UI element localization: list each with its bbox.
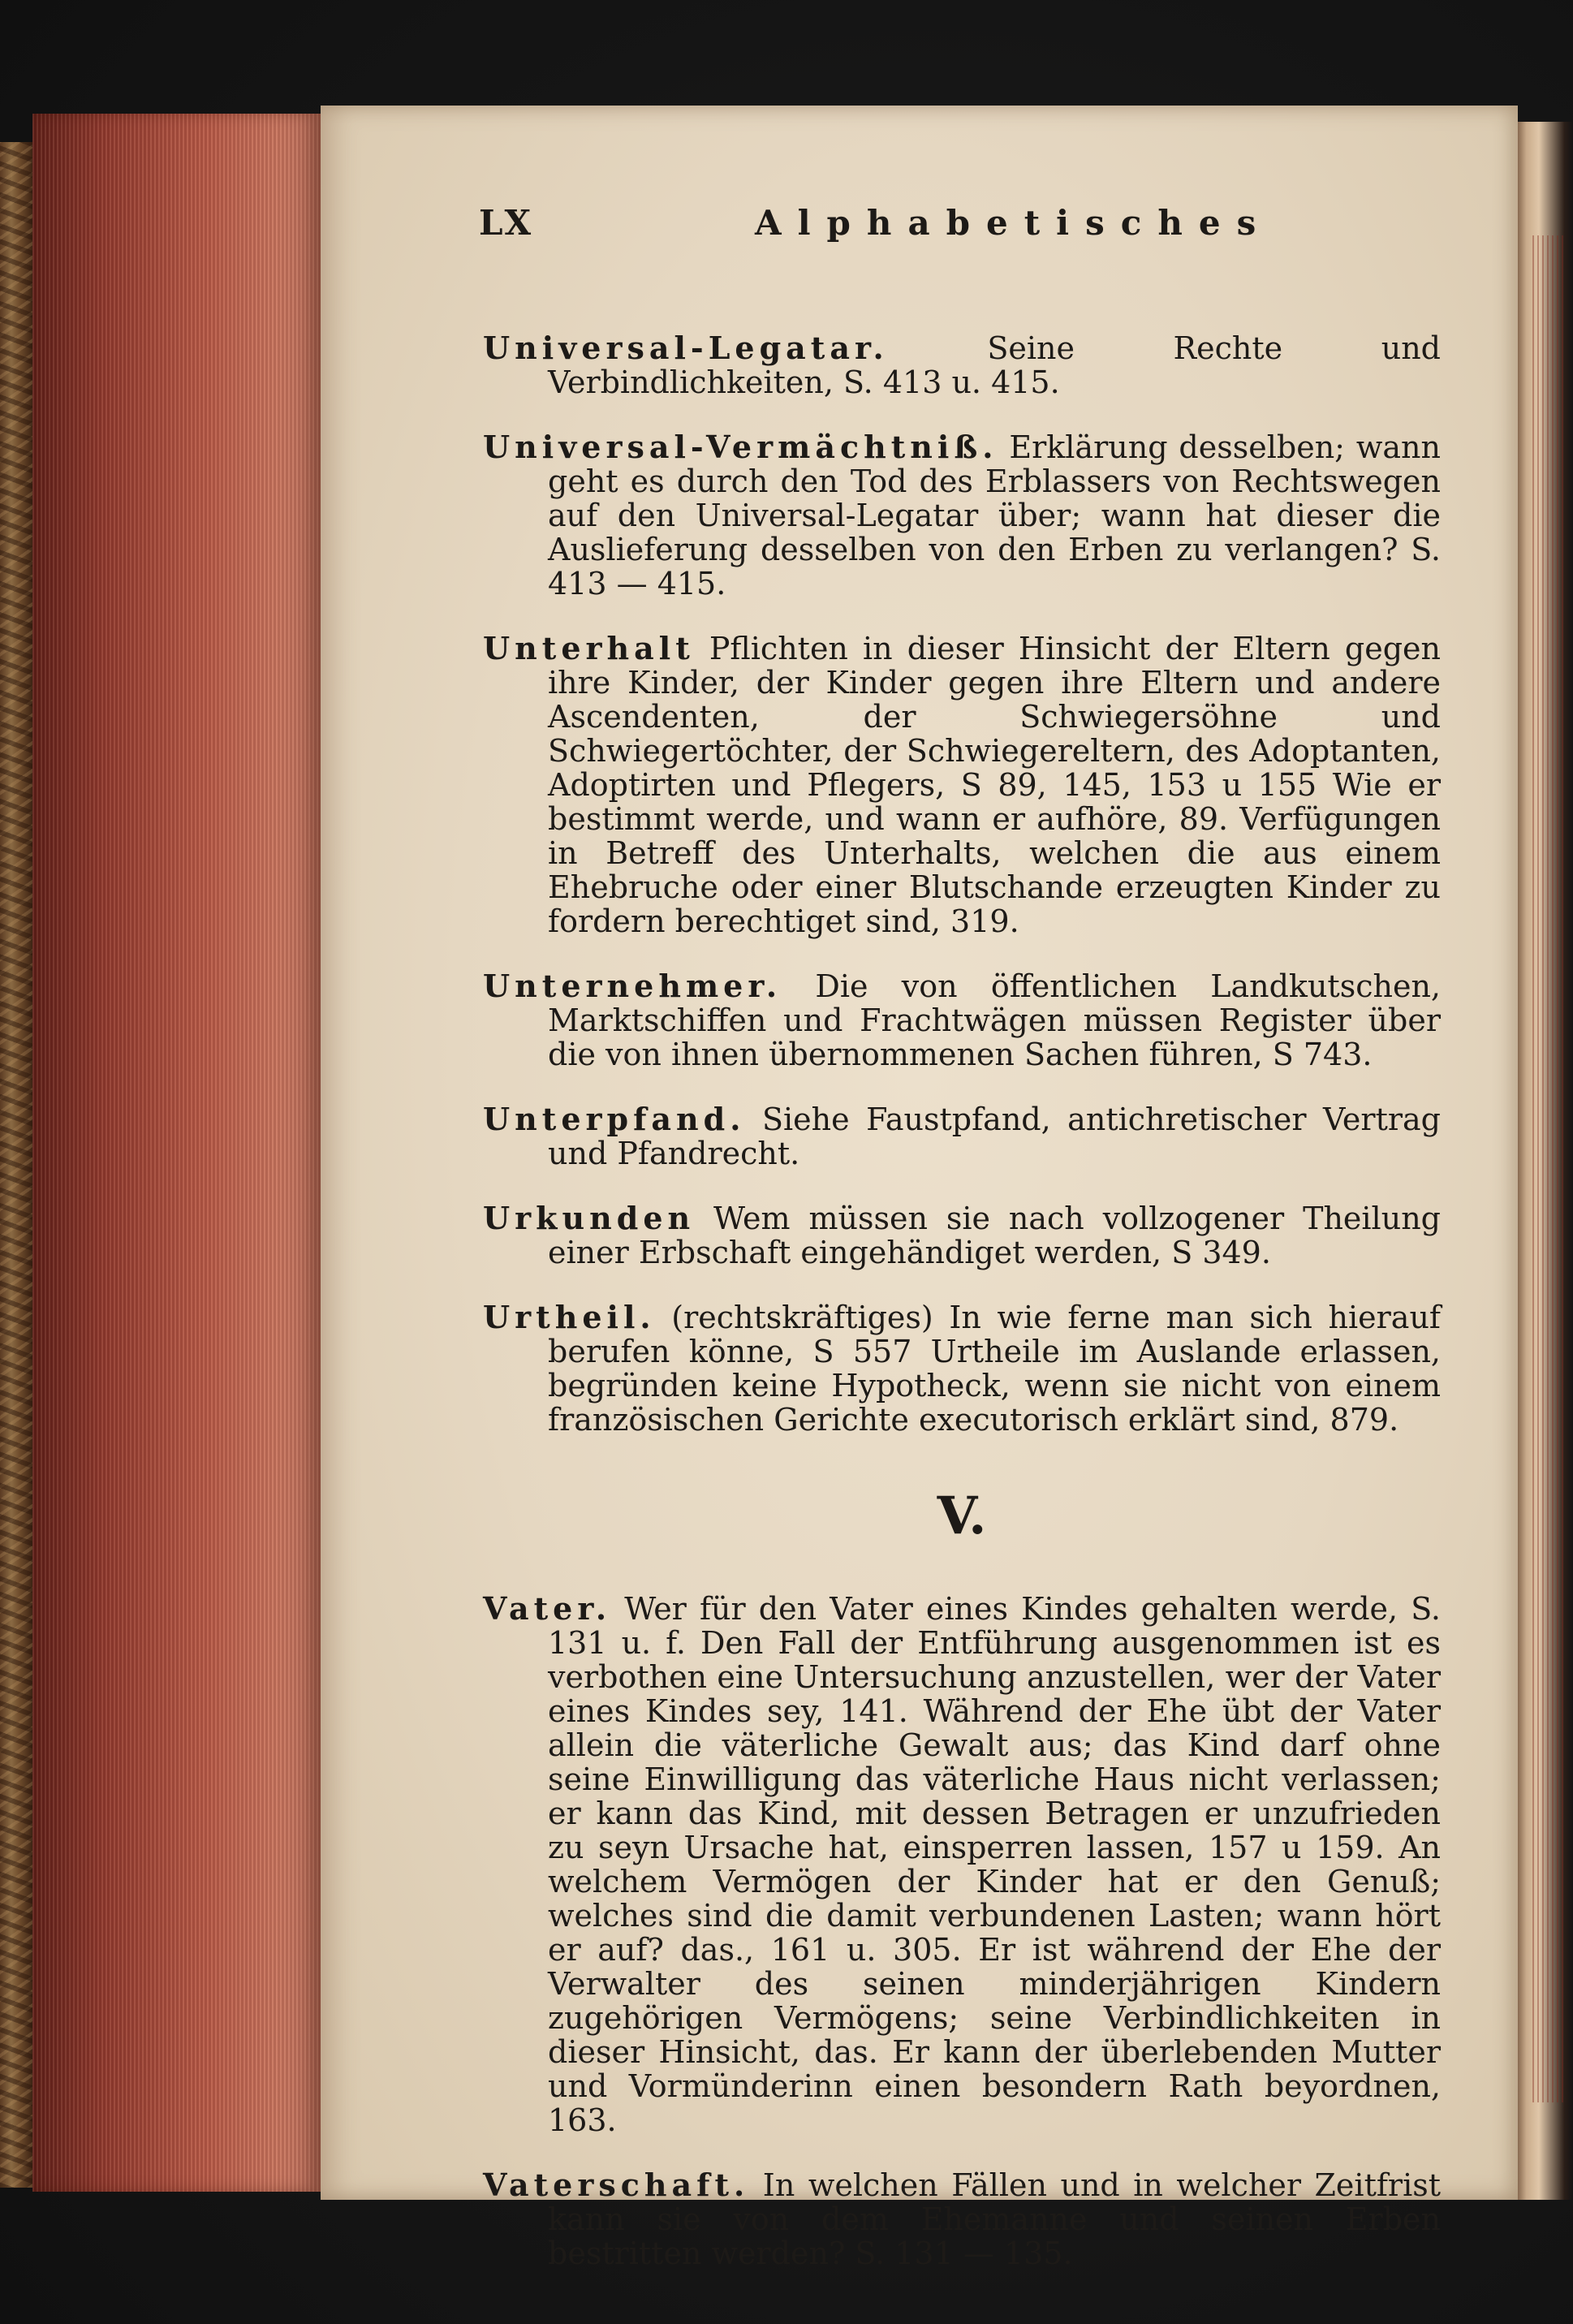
index-entry	[483, 2168, 1441, 2270]
entry-text: (rechtskräftiges) In wie ferne man sich hierauf berufen könne, S 557 Urtheile im Auslande erlassen, begründen keine Hypotheck, wenn sie nicht von einem französischen Gerichte executorisch erklärt sind, 879.	[548, 1300, 1441, 1438]
entry-text: Siehe Faustpfand, antichretischer Vertrag und Pfandrecht.	[548, 1102, 1441, 1171]
entry-text: Wer für den Vater eines Kindes gehalten werde, S. 131 u. f. Den Fall der Entführung ausgenommen ist es verbothen eine Untersuchung anzustellen, wer der Vater eines Kindes sey, 141. Während der Ehe übt der Vater allein die väterliche Gewalt aus; das Kind darf ohne seine Einwilligung das väterliche Haus nicht verlassen; er kann das Kind, mit dessen Betragen er unzufrieden zu seyn Ursache hat, einsperren lassen, 157 u 159. An welchem Vermögen der Kinder hat er den Genuß; welches sind die damit verbundenen Lasten; wann hört er auf? das., 161 u. 305. Er ist während der Ehe der Verwalter des seinen minderjährigen Kindern zugehörigen Vermögens; seine Verbindlichkeiten in dieser Hinsicht, das. Er kann der überlebenden Mutter und Vormünderinn einen besondern Rath beyordnen, 163.	[548, 1591, 1441, 2138]
entry-text: Wem müssen sie nach vollzogener Theilung einer Erbschaft eingehändiget werden, S 349.	[548, 1201, 1441, 1270]
index-entry	[483, 632, 1441, 938]
index-entry	[483, 1592, 1441, 2137]
book-cover-edge	[0, 142, 32, 2188]
entry-lemma: Unterhalt	[483, 630, 695, 666]
index-entry	[483, 969, 1441, 1071]
book-page	[321, 106, 1518, 2271]
entry-lemma: Vater.	[483, 1590, 612, 1627]
page-fore-edge	[32, 114, 321, 2192]
page-header	[479, 195, 1445, 260]
folio-number: LX	[479, 203, 533, 243]
entry-lemma: Unterpfand.	[483, 1101, 746, 1137]
index-entry	[483, 1201, 1441, 1270]
entry-lemma: Unternehmer.	[483, 968, 782, 1004]
entry-text: Seine Rechte und Verbindlichkeiten, S. 413 u. 415.	[548, 330, 1441, 400]
index-entry	[483, 430, 1441, 601]
facing-page-edge	[1516, 122, 1573, 2200]
entry-lemma: Universal-Legatar.	[483, 330, 889, 366]
index-entry	[483, 331, 1441, 399]
index-text	[483, 300, 1441, 2300]
index-entry	[483, 1102, 1441, 1171]
entry-text: In welchen Fällen und in welcher Zeitfrist kann sie von dem Ehemanne und seinen Erben bestritten werden? S. 131 — 135.	[548, 2167, 1441, 2271]
entry-text: Erklärung desselben; wann geht es durch den Tod des Erblassers von Rechtswegen auf den Universal-Legatar über; wann hat dieser die Auslieferung desselben von den Erben zu verlangen? S. 413 — 415.	[548, 429, 1441, 601]
entry-lemma: Urkunden	[483, 1200, 696, 1236]
entry-text: Die von öffentlichen Landkutschen, Marktschiffen und Frachtwägen müssen Register über die von ihnen übernommenen Sachen führen, S 743.	[548, 968, 1441, 1072]
entry-text: Pflichten in dieser Hinsicht der Eltern gegen ihre Kinder, der Kinder gegen ihre Eltern und andere Ascendenten, der Schwiegersöhne und Schwiegertöchter, der Schwiegereltern, des Adoptanten, Adoptirten und Pflegers, S 89, 145, 153 u 155 Wie er bestimmt werde, und wann er aufhöre, 89. Verfügungen in Betreff des Unterhalts, welchen die aus einem Ehebruche oder einer Blutschande erzeugten Kinder zu fordern berechtiget sind, 319.	[548, 631, 1441, 939]
running-head: Alphabetisches	[755, 203, 1273, 243]
entry-lemma: Vaterschaft.	[483, 2167, 750, 2203]
entry-lemma: Urtheil.	[483, 1299, 656, 1335]
section-letter: V.	[937, 1485, 987, 1546]
index-entry	[483, 1300, 1441, 1437]
entry-lemma: Universal-Vermächtniß.	[483, 429, 998, 465]
